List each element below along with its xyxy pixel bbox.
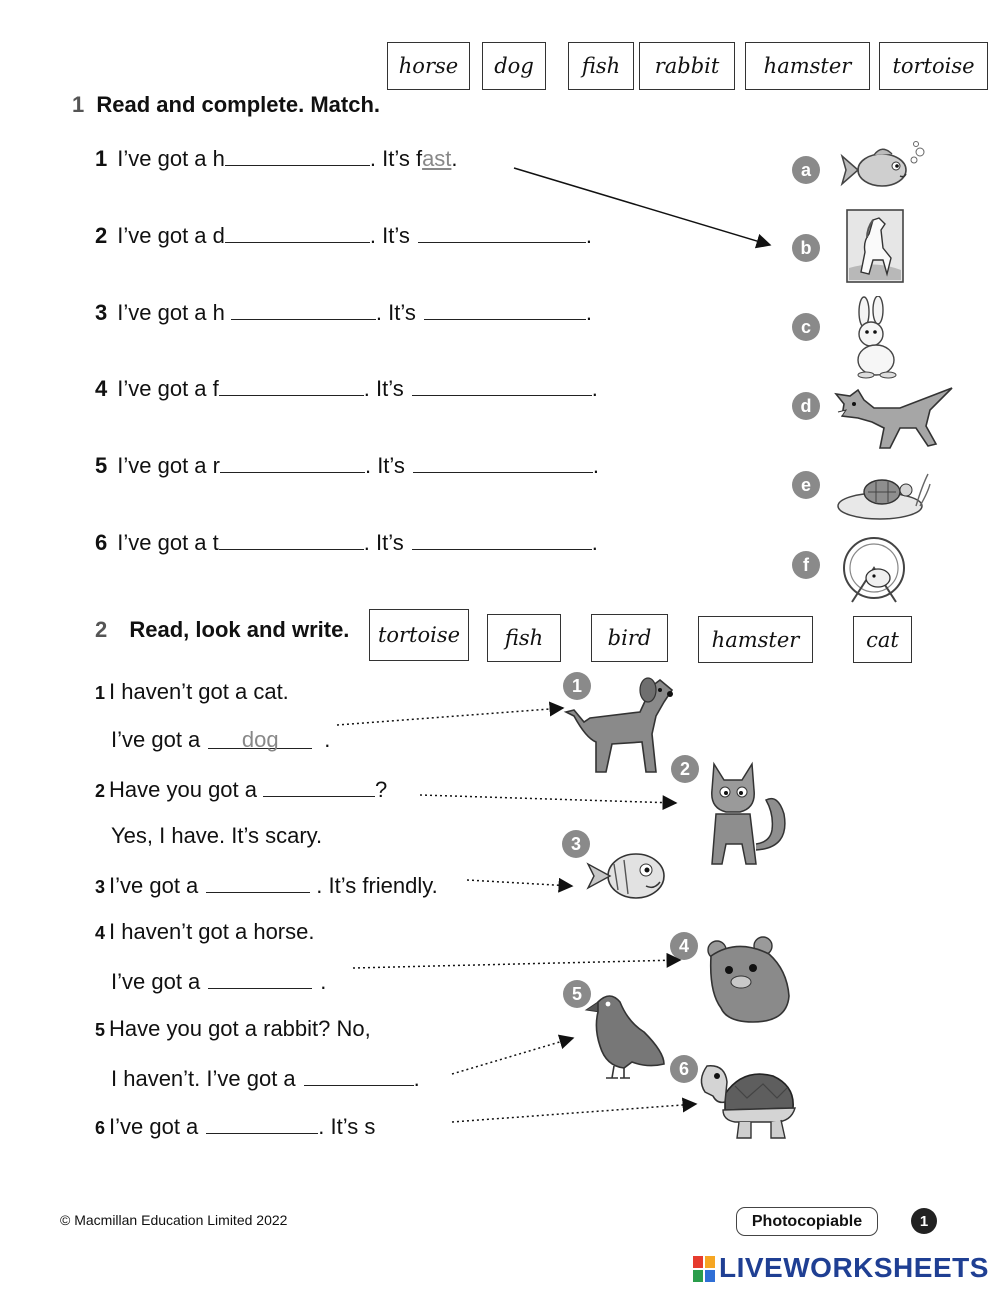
liveworksheets-brand: LIVEWORKSHEETS: [719, 1252, 989, 1283]
line-text: I’ve got a: [109, 1114, 199, 1139]
item-mid: . It’s: [364, 453, 405, 478]
word-box-horse: horse: [387, 42, 470, 90]
line-text: Have you got a rabbit? No,: [109, 1016, 371, 1041]
word-box-fish: fish: [487, 614, 561, 662]
copyright: © Macmillan Education Limited 2022: [60, 1212, 288, 1228]
dotted-arrow-6: [452, 1104, 696, 1122]
picture-number-4: 4: [670, 932, 698, 960]
line-end: . It’s s: [318, 1114, 376, 1139]
picture-number-3: 3: [562, 830, 590, 858]
item-number: 1: [95, 146, 108, 171]
item-number: 3: [95, 300, 108, 325]
word-box-tortoise: tortoise: [369, 609, 469, 661]
item-mid: . It’s: [375, 300, 416, 325]
item-number: 4: [95, 376, 108, 401]
item-end: .: [585, 300, 592, 325]
item-mid: . It’s f: [369, 146, 423, 171]
picture-letter-a: a: [792, 156, 820, 184]
picture-letter-f: f: [792, 551, 820, 579]
item-end: .: [591, 376, 598, 401]
section-2-number: 2: [95, 617, 108, 642]
item-end: .: [585, 223, 592, 248]
word-box-bird: bird: [591, 614, 668, 662]
item-mid: . It’s: [363, 376, 404, 401]
item-start: I’ve got a r: [117, 453, 220, 478]
picture-number-6: 6: [670, 1055, 698, 1083]
line-text: I haven’t got a cat.: [109, 679, 289, 704]
dotted-arrow-3: [467, 880, 572, 886]
word-box-hamster: hamster: [698, 616, 813, 663]
page-number: 1: [911, 1208, 937, 1234]
item-end: .: [592, 453, 600, 478]
picture-number-5: 5: [563, 980, 591, 1008]
liveworksheets-logo-icon: [693, 1256, 717, 1284]
line-text: I haven’t got a horse.: [109, 919, 315, 944]
item-number: 4: [95, 923, 106, 943]
line-end: .: [324, 727, 331, 752]
item-start: I’ve got a h: [117, 300, 225, 325]
picture-letter-b: b: [792, 234, 820, 262]
picture-letter-c: c: [792, 313, 820, 341]
line-end: .: [320, 969, 327, 994]
word-box-cat: cat: [853, 616, 912, 663]
dotted-arrow-5: [452, 1038, 573, 1074]
item-number: 5: [95, 1020, 106, 1040]
example-match-arrow: [514, 168, 770, 245]
picture-number-2: 2: [671, 755, 699, 783]
item-mid: . It’s: [363, 530, 404, 555]
dotted-arrow-1: [337, 708, 563, 725]
item-end: .: [591, 530, 598, 555]
word-box-rabbit: rabbit: [639, 42, 735, 90]
line-text: I’ve got a: [109, 873, 199, 898]
word-box-tortoise: tortoise: [879, 42, 988, 90]
picture-number-1: 1: [563, 672, 591, 700]
line-text: Have you got a: [109, 777, 257, 802]
line-end: ?: [375, 777, 388, 802]
answer-example: ast: [422, 146, 452, 171]
item-number: 2: [95, 781, 106, 801]
item-number: 6: [95, 530, 108, 555]
item-start: I’ve got a h: [117, 146, 225, 171]
word-box-fish: fish: [568, 42, 634, 90]
item-start: I’ve got a d: [117, 223, 225, 248]
picture-letter-e: e: [792, 471, 820, 499]
item-start: I’ve got a t: [117, 530, 219, 555]
section-1-title-text: Read and complete. Match.: [96, 92, 380, 117]
item-number: 5: [95, 453, 108, 478]
answer-example: dog: [241, 727, 279, 752]
item-number: 2: [95, 223, 108, 248]
word-box-hamster: hamster: [745, 42, 870, 90]
dotted-arrow-4: [353, 960, 680, 968]
line-end: . It’s friendly.: [316, 873, 438, 898]
section-2-title-text: Read, look and write.: [129, 617, 350, 642]
line-text: Yes, I have. It’s scary.: [111, 823, 323, 848]
photocopiable-badge: Photocopiable: [736, 1207, 878, 1236]
word-box-dog: dog: [482, 42, 546, 90]
item-end: .: [451, 146, 458, 171]
dotted-arrow-2: [420, 795, 676, 803]
item-number: 1: [95, 683, 106, 703]
item-mid: . It’s: [369, 223, 410, 248]
line-text: I haven’t. I’ve got a: [111, 1066, 296, 1091]
section-1-number: 1: [72, 92, 85, 117]
line-end: .: [413, 1066, 420, 1091]
item-number: 3: [95, 877, 106, 897]
item-start: I’ve got a f: [117, 376, 219, 401]
picture-letter-d: d: [792, 392, 820, 420]
line-text: I’ve got a: [111, 969, 201, 994]
line-text: I’ve got a: [111, 727, 201, 752]
item-number: 6: [95, 1118, 106, 1138]
